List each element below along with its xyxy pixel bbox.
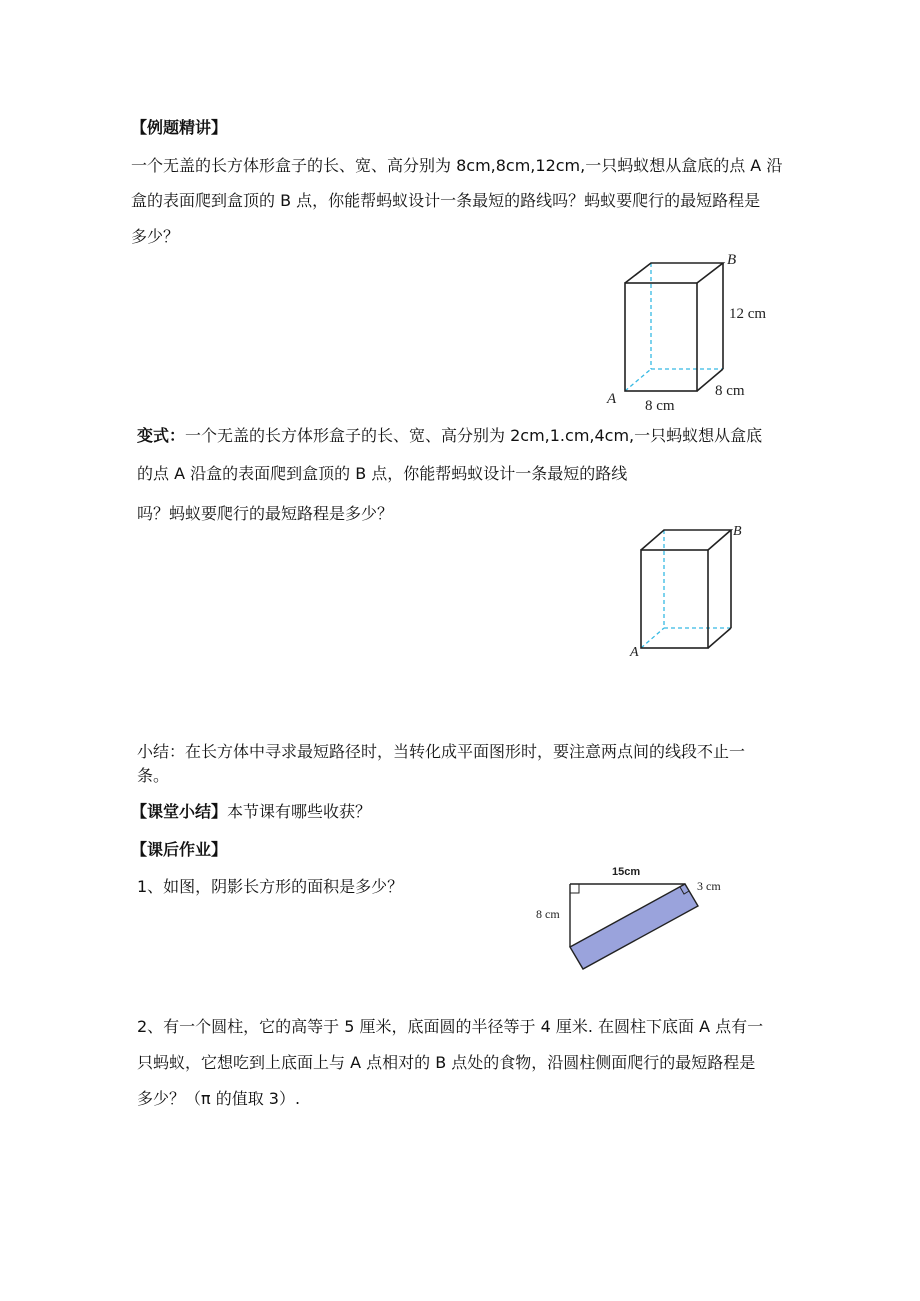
variant-text-line-1 bbox=[137, 425, 762, 447]
hidden-edges bbox=[641, 530, 731, 648]
visible-edges bbox=[625, 263, 723, 391]
homework-q2-line-2: 只蚂蚁，它想吃到上底面上与 A 点相对的 B 点处的食物，沿圆柱侧面爬行的最短路程是 bbox=[137, 1053, 756, 1072]
label-b: B bbox=[733, 524, 742, 539]
label-b: B bbox=[727, 252, 737, 268]
right-angle-mark-left bbox=[570, 884, 579, 893]
homework-q1: 1、如图，阴影长方形的面积是多少？ bbox=[137, 877, 404, 896]
example-text-line-1: 一个无盖的长方体形盒子的长、宽、高分别为 8cm,8cm,12cm,一只蚂蚁想从盒底的点 A 沿 bbox=[131, 156, 783, 175]
class-summary bbox=[131, 801, 371, 823]
summary-line-1: 小结：在长方体中寻求最短路径时，当转化成平面图形时，要注意两点间的线段不止一 bbox=[137, 742, 746, 761]
length-label: 8 cm bbox=[645, 398, 675, 414]
visible-edges bbox=[641, 530, 731, 648]
variant-text-line-2: 的点 A 沿盒的表面爬到盒顶的 B 点，你能帮蚂蚁设计一条最短的路线 bbox=[137, 464, 628, 483]
variant-text: 一个无盖的长方体形盒子的长、宽、高分别为 2cm,1.cm,4cm,一只蚂蚁想从盒底 bbox=[185, 426, 763, 445]
width-label: 8 cm bbox=[715, 383, 745, 399]
label-a: A bbox=[607, 391, 617, 407]
class-summary-heading: 【课堂小结】 bbox=[131, 802, 228, 821]
variant-label: 变式： bbox=[137, 426, 186, 445]
example-text-line-3: 多少？ bbox=[131, 227, 180, 246]
cuboid-figure-2 bbox=[627, 518, 757, 660]
label-a: A bbox=[630, 645, 639, 660]
right-length-label: 3 cm bbox=[697, 879, 721, 893]
cuboid-figure-1 bbox=[605, 248, 790, 416]
homework-heading: 【课后作业】 bbox=[131, 840, 228, 859]
shaded-rectangle bbox=[570, 884, 698, 969]
homework-q2-line-3: 多少？（π 的值取 3）. bbox=[137, 1089, 301, 1108]
example-heading: 【例题精讲】 bbox=[131, 118, 228, 137]
summary-line-2: 条。 bbox=[137, 766, 170, 785]
variant-text-line-3: 吗？蚂蚁要爬行的最短路程是多少？ bbox=[137, 504, 394, 523]
top-length-label: 15cm bbox=[612, 866, 641, 878]
class-summary-text: 本节课有哪些收获？ bbox=[227, 802, 372, 821]
shaded-rectangle-figure bbox=[530, 862, 730, 972]
example-text-line-2: 盒的表面爬到盒顶的 B 点，你能帮蚂蚁设计一条最短的路线吗？蚂蚁要爬行的最短路程是 bbox=[131, 191, 761, 210]
homework-q2-line-1: 2、有一个圆柱，它的高等于 5 厘米，底面圆的半径等于 4 厘米. 在圆柱下底面 A 点有一 bbox=[137, 1017, 764, 1036]
left-length-label: 8 cm bbox=[536, 907, 560, 921]
height-label: 12 cm bbox=[729, 306, 767, 322]
